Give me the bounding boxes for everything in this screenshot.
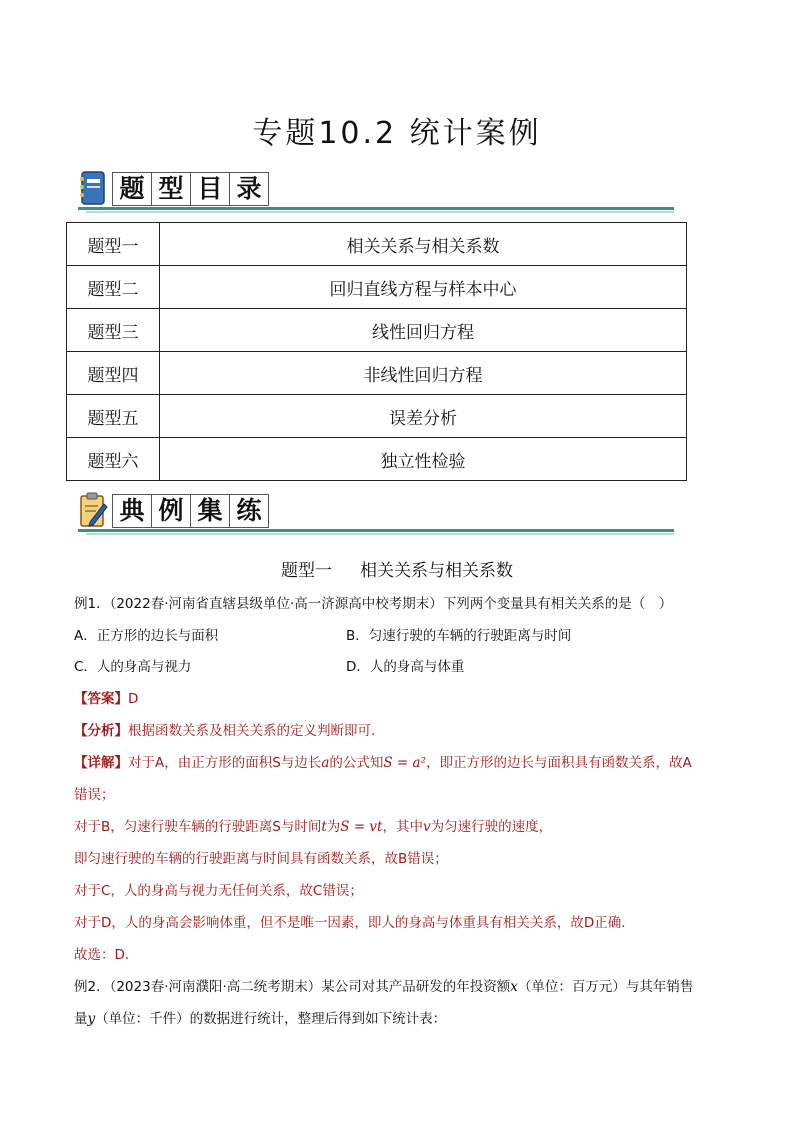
math-formula: S = a² — [383, 755, 426, 771]
detail-text: 为匀速行驶的速度， — [430, 819, 553, 835]
banner-rule-light — [86, 211, 674, 213]
toc-name: 非线性回归方程 — [160, 352, 687, 395]
math-var: v — [422, 819, 431, 835]
detail-line: 对于D，人的身高会影响体重，但不是唯一因素，即人的身高与体重具有相关关系，故D正确. — [74, 915, 626, 931]
detail-text: 对于B，匀速行驶车辆的行驶距离S与时间 — [74, 819, 322, 835]
banner-rule-light — [86, 533, 674, 535]
example2-line — [74, 1010, 446, 1028]
detail-line: 即匀速行驶的车辆的行驶距离与时间具有函数关系，故B错误； — [74, 851, 448, 867]
math-var: y — [87, 1011, 96, 1027]
detail-text: ，即正方形的边长与面积具有函数关系，故A — [425, 755, 692, 771]
answer-line — [74, 690, 138, 708]
banner-char: 录 — [229, 172, 269, 206]
example2-text: （单位：千件）的数据进行统计，整理后得到如下统计表： — [95, 1011, 447, 1027]
banner-char: 典 — [112, 494, 152, 528]
analysis-line — [74, 722, 375, 740]
example2-text: 量 — [74, 1011, 88, 1027]
detail-line — [74, 818, 552, 836]
detail-text: 的公式知 — [329, 755, 384, 771]
math-var: a — [321, 755, 330, 771]
math-var: x — [510, 979, 518, 995]
toc-row — [67, 223, 687, 266]
detail-text: 为 — [326, 819, 341, 835]
detail-line: 对于C，人的身高与视力无任何关系，故C错误； — [74, 883, 363, 899]
toc-name: 线性回归方程 — [160, 309, 687, 352]
toc-name: 相关关系与相关系数 — [160, 223, 687, 266]
detail-text: 对于A，由正方形的面积S与边长 — [128, 755, 322, 771]
toc-num: 题型五 — [67, 395, 160, 438]
section-heading — [0, 556, 794, 581]
toc-row — [67, 438, 687, 481]
detail-line: 错误； — [74, 787, 115, 803]
example2-text: （单位：百万元）与其年销售 — [517, 979, 694, 995]
toc-name: 独立性检验 — [160, 438, 687, 481]
example2-line — [74, 978, 693, 996]
toc-row — [67, 266, 687, 309]
detail-text: ，其中 — [382, 819, 423, 835]
detail-line — [74, 754, 692, 772]
toc-row — [67, 395, 687, 438]
toc-name: 回归直线方程与样本中心 — [160, 266, 687, 309]
toc-num: 题型四 — [67, 352, 160, 395]
banner-rule — [78, 529, 674, 532]
option-d: D．人的身高与体重 — [346, 659, 465, 675]
toc-row — [67, 309, 687, 352]
banner-char: 练 — [229, 494, 269, 528]
banner-rule — [78, 207, 674, 210]
banner-char: 目 — [190, 172, 230, 206]
clipboard-pencil-icon — [78, 492, 108, 528]
analysis-text: 根据函数关系及相关关系的定义判断即可. — [128, 723, 376, 739]
answer-value: D — [128, 691, 139, 707]
example1-question: 例1．（2022春·河南省直辖县级单位·高一济源高中校考期末）下列两个变量具有相关关系的是（ ） — [74, 596, 673, 612]
toc-table — [66, 222, 687, 481]
example2-text: 例2．（2023春·河南濮阳·高二统考期末）某公司对其产品研发的年投资额 — [74, 979, 511, 995]
page-title: 专题10.2 统计案例 — [252, 116, 542, 151]
section-name: 相关关系与相关系数 — [360, 561, 513, 581]
toc-row — [67, 352, 687, 395]
math-var: t — [321, 819, 327, 835]
option-c: C．人的身高与视力 — [74, 659, 192, 675]
banner-char: 型 — [151, 172, 191, 206]
analysis-label: 【分析】 — [74, 723, 128, 739]
toc-num: 题型一 — [67, 223, 160, 266]
detail-label: 【详解】 — [74, 755, 128, 771]
banner-char: 题 — [112, 172, 152, 206]
toc-name: 误差分析 — [160, 395, 687, 438]
toc-num: 题型三 — [67, 309, 160, 352]
detail-line: 故选：D. — [74, 947, 130, 963]
section-num: 题型一 — [281, 561, 332, 581]
notebook-icon — [78, 170, 108, 206]
answer-label: 【答案】 — [74, 691, 128, 707]
banner-char: 集 — [190, 494, 230, 528]
banner-char: 例 — [151, 494, 191, 528]
toc-num: 题型二 — [67, 266, 160, 309]
option-a: A．正方形的边长与面积 — [74, 628, 219, 644]
option-b: B．匀速行驶的车辆的行驶距离与时间 — [346, 628, 572, 644]
math-formula: S = vt — [340, 819, 383, 835]
toc-num: 题型六 — [67, 438, 160, 481]
